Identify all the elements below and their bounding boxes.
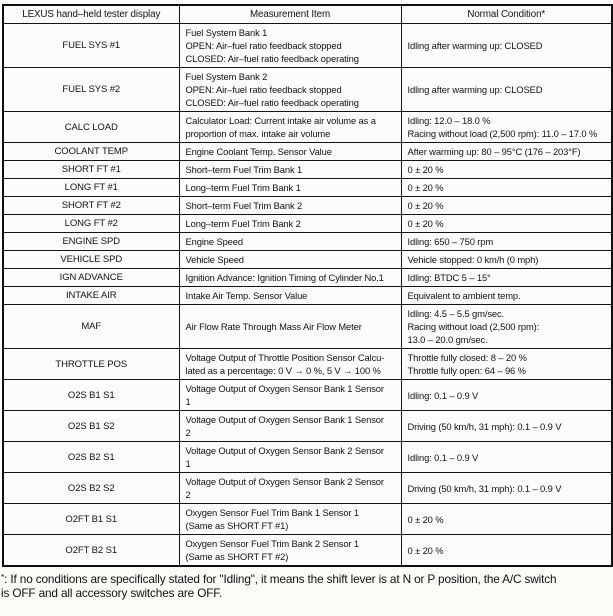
normal-condition-cell	[401, 442, 612, 473]
measurement-item-cell	[179, 287, 401, 305]
condition-line: Throttle fully open: 64 – 96 %	[407, 365, 526, 376]
tester-display-cell: O2S B1 S2	[3, 411, 179, 442]
measurement-item-cell	[179, 269, 401, 287]
column-header-0: LEXUS hand–held tester display	[3, 5, 179, 24]
item-line: Intake Air Temp. Sensor Value	[185, 290, 308, 301]
footnote-asterisk: *	[1, 572, 5, 582]
tester-display-cell: LONG FT #2	[3, 215, 179, 233]
measurement-item-cell	[179, 233, 401, 251]
normal-condition-cell	[401, 112, 612, 143]
measurement-item-cell	[179, 112, 401, 143]
normal-condition-cell	[401, 349, 612, 380]
tester-display-cell: O2S B1 S1	[3, 380, 179, 411]
normal-condition-cell	[401, 68, 612, 112]
column-header-2: Normal Condition*	[401, 5, 612, 24]
item-line: Air Flow Rate Through Mass Air Flow Meter	[185, 321, 362, 332]
normal-condition-cell	[401, 269, 612, 287]
normal-condition-cell	[401, 215, 612, 233]
item-line: Short–term Fuel Trim Bank 1	[185, 164, 303, 175]
table-row	[3, 24, 612, 68]
header-row	[3, 5, 612, 24]
item-line: Oxygen Sensor Fuel Trim Bank 1 Sensor 1	[185, 507, 360, 518]
item-line: Fuel System Bank 1	[185, 27, 268, 38]
condition-line: Driving (50 km/h, 31 mph): 0.1 – 0.9 V	[407, 482, 562, 494]
condition-line: Racing without load (2,500 rpm): 11.0 – 17.0 %	[407, 128, 598, 139]
normal-condition-cell	[401, 504, 612, 535]
table-row	[3, 287, 612, 305]
table-row	[3, 197, 612, 215]
item-line: Voltage Output of Oxygen Sensor Bank 2 Sensor	[185, 476, 384, 487]
item-line: 2	[185, 489, 191, 500]
measurement-item-cell	[179, 349, 401, 380]
measurement-item-cell	[179, 473, 401, 504]
table-row	[3, 251, 612, 269]
measurement-item-cell	[179, 411, 401, 442]
condition-line: Racing without load (2,500 rpm):	[407, 321, 540, 332]
condition-line: 0 ± 20 %	[407, 200, 444, 211]
tester-display-cell: LONG FT #1	[3, 179, 179, 197]
condition-line: Idling: 650 – 750 rpm	[407, 236, 494, 247]
measurement-item-cell	[179, 442, 401, 473]
condition-line: Idling: 4.5 – 5.5 gm/sec.	[407, 308, 505, 319]
measurement-item-cell	[179, 215, 401, 233]
table-row	[3, 215, 612, 233]
tester-display-cell: INTAKE AIR	[3, 287, 179, 305]
item-line: Long–term Fuel Trim Bank 2	[185, 218, 301, 229]
normal-condition-cell	[401, 287, 612, 305]
normal-condition-cell	[401, 380, 612, 411]
measurement-item-cell	[179, 535, 401, 567]
item-line: Engine Coolant Temp. Sensor Value	[185, 146, 332, 157]
item-line: Short–term Fuel Trim Bank 2	[185, 200, 303, 211]
condition-line: 13.0 – 20.0 gm/sec.	[407, 334, 488, 345]
condition-line: Equivalent to ambient temp.	[407, 290, 521, 301]
item-line: CLOSED: Air–fuel ratio feedback operating	[185, 97, 359, 108]
item-line: Voltage Output of Oxygen Sensor Bank 1 Sensor	[185, 414, 384, 425]
measurement-item-cell	[179, 68, 401, 112]
table-header	[3, 5, 612, 24]
measurement-item-cell	[179, 305, 401, 349]
tester-display-cell: O2S B2 S1	[3, 442, 179, 473]
table-row	[3, 504, 612, 535]
column-header-1: Measurement Item	[179, 5, 401, 24]
footnote	[1, 570, 613, 600]
condition-line: Vehicle stopped: 0 km/h (0 mph)	[407, 254, 539, 265]
tester-display-cell: COOLANT TEMP	[3, 143, 179, 161]
measurement-item-cell	[179, 380, 401, 411]
normal-condition-cell	[401, 251, 612, 269]
condition-line: 0 ± 20 %	[407, 182, 444, 193]
condition-line: Idling after warming up: CLOSED	[407, 84, 543, 95]
condition-line: Idling: 12.0 – 18.0 %	[407, 115, 491, 126]
item-line: Engine Speed	[185, 236, 243, 247]
tester-display-cell: VEHICLE SPD	[3, 251, 179, 269]
condition-line: Idling: 0.1 – 0.9 V	[407, 389, 479, 401]
normal-condition-cell	[401, 411, 612, 442]
condition-line: Idling: BTDC 5 – 15°	[407, 272, 491, 283]
table-row	[3, 269, 612, 287]
condition-line: Throttle fully closed: 8 – 20 %	[407, 352, 527, 363]
table-row	[3, 233, 612, 251]
condition-line: After warming up: 80 – 95°C (176 – 203°F)	[407, 146, 581, 157]
tester-display-cell: SHORT FT #2	[3, 197, 179, 215]
footnote-line-2: is OFF and all accessory switches are OFF.	[1, 586, 223, 600]
measurement-item-cell	[179, 197, 401, 215]
normal-condition-cell	[401, 305, 612, 349]
tester-display-cell: CALC LOAD	[3, 112, 179, 143]
item-line: (Same as SHORT FT #1)	[185, 520, 289, 531]
tester-display-cell: THROTTLE POS	[3, 349, 179, 380]
item-line: CLOSED: Air–fuel ratio feedback operating	[185, 53, 359, 64]
tester-display-cell: O2S B2 S2	[3, 473, 179, 504]
item-line: Calculator Load: Current intake air volume as a	[185, 115, 376, 126]
normal-condition-cell	[401, 473, 612, 504]
condition-line: Idling: 0.1 – 0.9 V	[407, 451, 479, 463]
condition-line: 0 ± 20 %	[407, 218, 444, 229]
item-line: Voltage Output of Throttle Position Sensor Calcu-	[185, 352, 385, 363]
tester-display-cell: FUEL SYS #1	[3, 24, 179, 68]
item-line: proportion of max. intake air volume	[185, 128, 331, 139]
item-line: lated as a percentage: 0 V → 0 %, 5 V → 100 %	[185, 365, 381, 376]
table-row	[3, 442, 612, 473]
normal-condition-cell	[401, 179, 612, 197]
measurement-item-cell	[179, 143, 401, 161]
condition-line: Idling after warming up: CLOSED	[407, 40, 543, 51]
item-line: 1	[185, 396, 191, 407]
measurement-item-cell	[179, 24, 401, 68]
table-row	[3, 143, 612, 161]
table-row	[3, 411, 612, 442]
condition-line: 0 ± 20 %	[407, 164, 444, 175]
tester-display-cell: IGN ADVANCE	[3, 269, 179, 287]
normal-condition-cell	[401, 161, 612, 179]
tester-display-cell: SHORT FT #1	[3, 161, 179, 179]
table-row	[3, 473, 612, 504]
table-body	[3, 24, 612, 567]
table-row	[3, 112, 612, 143]
table-row	[3, 161, 612, 179]
item-line: 2	[185, 427, 191, 438]
footnote-line-1	[1, 570, 613, 586]
item-line: (Same as SHORT FT #2)	[185, 551, 289, 562]
tester-display-cell: MAF	[3, 305, 179, 349]
item-line: Fuel System Bank 2	[185, 71, 268, 82]
condition-line: 0 ± 20 %	[407, 513, 444, 525]
item-line: Vehicle Speed	[185, 254, 244, 265]
tester-display-cell: O2FT B2 S1	[3, 535, 179, 567]
diagnostic-data-table	[2, 4, 613, 567]
table-row	[3, 179, 612, 197]
measurement-item-cell	[179, 161, 401, 179]
item-line: Ignition Advance: Ignition Timing of Cylinder No.1	[185, 272, 384, 283]
tester-display-cell: ENGINE SPD	[3, 233, 179, 251]
measurement-item-cell	[179, 251, 401, 269]
table-row	[3, 380, 612, 411]
measurement-item-cell	[179, 179, 401, 197]
item-line: 1	[185, 458, 191, 469]
tester-display-cell: O2FT B1 S1	[3, 504, 179, 535]
item-line: Oxygen Sensor Fuel Trim Bank 2 Sensor 1	[185, 538, 360, 549]
table-row	[3, 535, 612, 567]
condition-line: Driving (50 km/h, 31 mph): 0.1 – 0.9 V	[407, 420, 562, 432]
normal-condition-cell	[401, 535, 612, 567]
normal-condition-cell	[401, 143, 612, 161]
footnote-line1-text: : If no conditions are specifically stated for "Idling", it means the shift lever is at N or P position, the A/C switch	[4, 572, 557, 586]
condition-line: 0 ± 20 %	[407, 544, 444, 556]
table-row	[3, 349, 612, 380]
table-row	[3, 68, 612, 112]
normal-condition-cell	[401, 24, 612, 68]
tester-display-cell: FUEL SYS #2	[3, 68, 179, 112]
item-line: Long–term Fuel Trim Bank 1	[185, 182, 301, 193]
item-line: OPEN: Air–fuel ratio feedback stopped	[185, 40, 342, 51]
normal-condition-cell	[401, 233, 612, 251]
table-row	[3, 305, 612, 349]
item-line: Voltage Output of Oxygen Sensor Bank 2 Sensor	[185, 445, 384, 456]
item-line: Voltage Output of Oxygen Sensor Bank 1 Sensor	[185, 383, 384, 394]
normal-condition-cell	[401, 197, 612, 215]
measurement-item-cell	[179, 504, 401, 535]
item-line: OPEN: Air–fuel ratio feedback stopped	[185, 84, 342, 95]
